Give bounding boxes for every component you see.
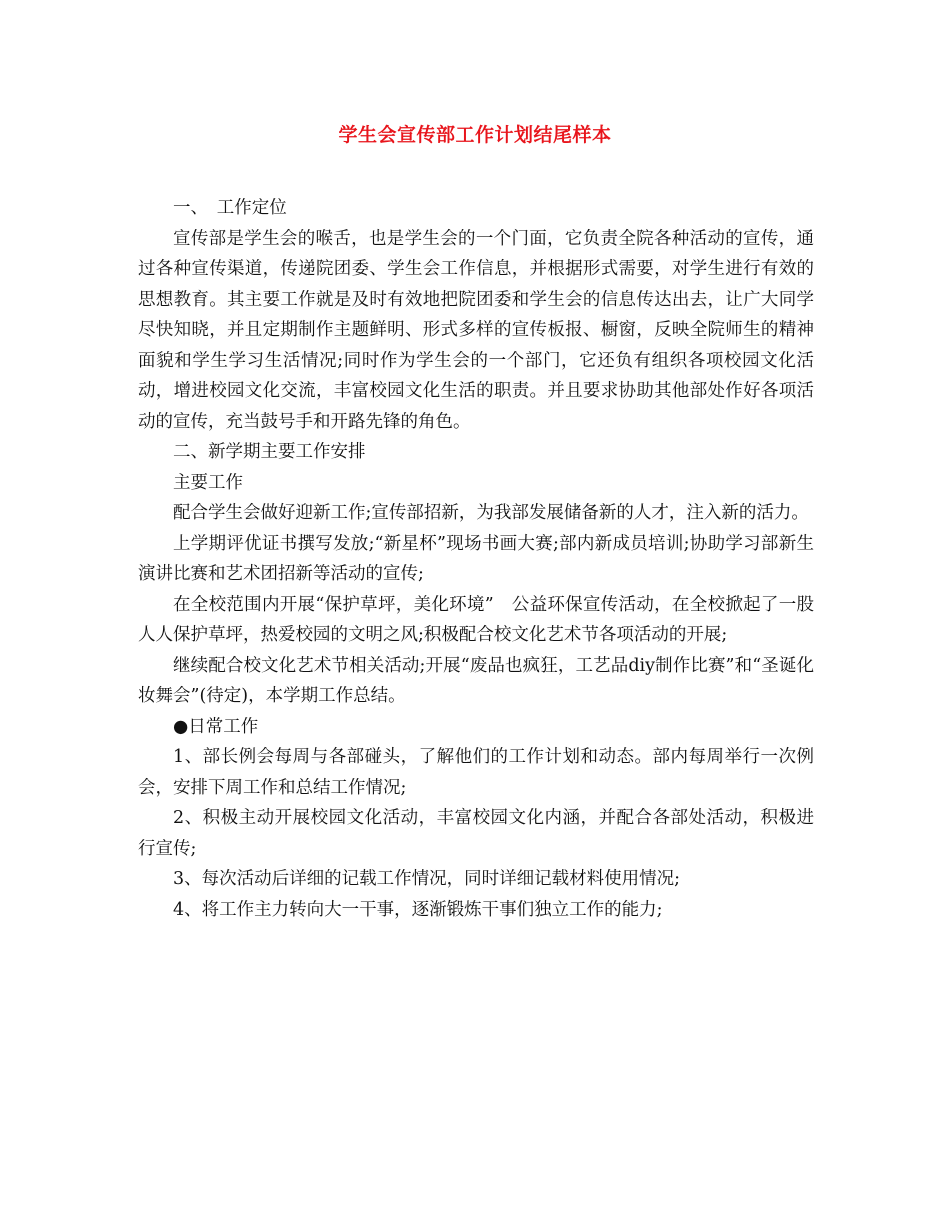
subheading-main-work: 主要工作: [173, 472, 243, 493]
section-heading-new-semester: 二、新学期主要工作安排: [173, 442, 366, 462]
list-item-campus-culture: 2、积极主动开展校园文化活动，丰富校园文化内涵，并配合各部处活动，积极进行宣传;: [138, 808, 814, 859]
section-heading-positioning: 一、 工作定位: [173, 198, 287, 218]
paragraph-lawn-campaign: 在全校范围内开展“保护草坪，美化环境” 公益环保宣传活动，在全校掀起了一股人人保护草坪，热爱校园的文明之风;积极配合校文化艺术节各项活动的开展;: [138, 594, 814, 645]
list-item-weekly-meeting: 1、部长例会每周与各部碰头，了解他们的工作计划和动态。部内每周举行一次例会，安排下周工作和总结工作情况;: [138, 747, 814, 798]
list-item-freshman-staff: 4、将工作主力转向大一干事，逐渐锻炼干事们独立工作的能力;: [173, 899, 663, 920]
paragraph-welcome-freshmen: 配合学生会做好迎新工作;宣传部招新，为我部发展储备新的人才，注入新的活力。: [173, 503, 809, 523]
subheading-daily-work: ●日常工作: [173, 716, 259, 737]
paragraph-positioning-description: 宣传部是学生会的喉舌，也是学生会的一个门面，它负责全院各种活动的宣传，通过各种宣传渠道，传递院团委、学生会工作信息，并根据形式需要，对学生进行有效的思想教育。其主要工作就是及时有效地把院团委和学生会的信息传达出去，让广大同学尽快知晓，并且定期制作主题鲜明、形式多样的宣传板报、橱窗，反映全院师生的精神面貌和学生学习生活情况;同时作为学生会的一个部门，它还负有组织各项校园文化活动，增进校园文化交流，丰富校园文化生活的职责。并且要求协助其他部处作好各项活动的宣传，充当鼓号手和开路先锋的角色。: [138, 228, 814, 432]
list-item-activity-records: 3、每次活动后详细的记载工作情况，同时详细记载材料使用情况;: [173, 869, 681, 889]
paragraph-art-festival: 继续配合校文化艺术节相关活动;开展“废品也疯狂，工艺品diy制作比赛”和“圣诞化妆舞会”(待定)，本学期工作总结。: [138, 655, 814, 706]
document-body: [138, 193, 814, 925]
document-title: 学生会宣传部工作计划结尾样本: [338, 124, 612, 146]
paragraph-award-certificates: 上学期评优证书撰写发放;“新星杯”现场书画大赛;部内新成员培训;协助学习部新生演讲比赛和艺术团招新等活动的宣传;: [138, 533, 814, 584]
